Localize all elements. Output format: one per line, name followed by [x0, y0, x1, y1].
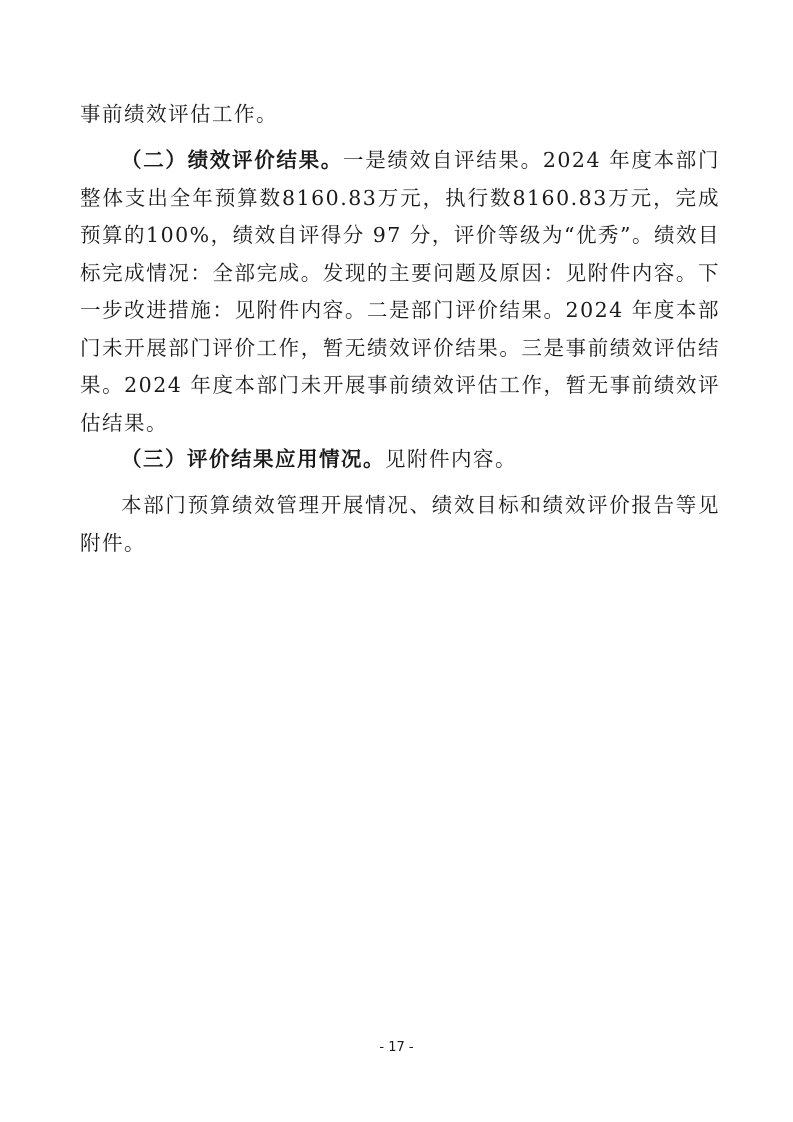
closing-text: 本部门预算绩效管理开展情况、绩效目标和绩效评价报告等见附件。 [80, 493, 720, 555]
continued-paragraph-line [80, 96, 720, 134]
section-3-paragraph [80, 441, 720, 479]
section-3-body: 见附件内容。 [385, 447, 517, 471]
section-3-heading: （三）评价结果应用情况。 [121, 447, 385, 471]
closing-paragraph [80, 487, 720, 562]
section-2-paragraph [80, 142, 720, 442]
section-2-body: 一是绩效自评结果。2024 年度本部门整体支出全年预算数8160.83万元，执行数8160.83万元，完成预算的100%，绩效自评得分 97 分，评价等级为“优秀”。绩效目标完成情况：全部完成。发现的主要问题及原因：见附件内容。下一步改进措施：见附件内容。二是部门评价结果。2024 年度本部门未开展部门评价工作，暂无绩效评价结果。三是事前绩效评估结果。2024 年度本部门未开展事前绩效评估工作，暂无事前绩效评估结果。 [80, 148, 721, 435]
continued-text: 事前绩效评估工作。 [80, 102, 278, 126]
section-2-heading: （二）绩效评价结果。 [121, 148, 344, 172]
page-number: - 17 - [379, 1040, 414, 1055]
